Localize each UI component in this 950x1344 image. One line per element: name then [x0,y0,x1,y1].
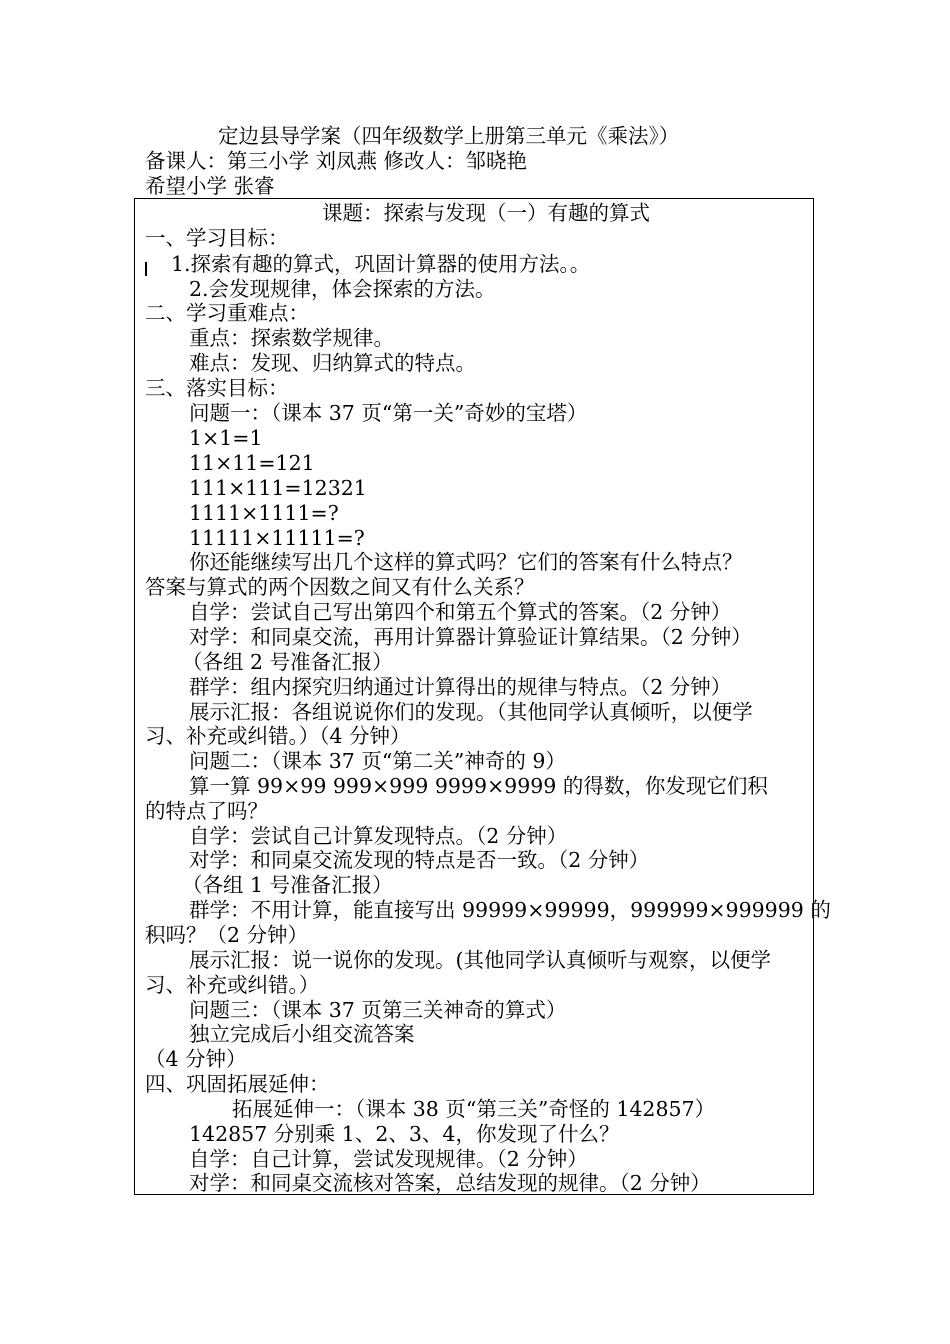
q2-group-study-b: 积吗？（2 分钟） [145,923,309,947]
equation-2: 11×11=121 [189,451,315,475]
equation-1: 1×1=1 [189,426,263,450]
goal-2: 2.会发现规律，体会探索的方法。 [189,277,496,301]
goal-1: 1.探索有趣的算式，巩固计算器的使用方法。。 [171,252,591,276]
authors-line: 备课人：第三小学 刘凤燕 修改人：邹晓艳 [145,149,528,173]
extension1-question: 142857 分别乘 1、2、3、4，你发现了什么？ [189,1122,620,1146]
key-point: 重点：探索数学规律。 [189,326,394,350]
q2-self-study: 自学：尝试自己计算发现特点。（2 分钟） [189,824,568,848]
q2-group-study-a: 群学：不用计算，能直接写出 99999×99999，999999×999999 的 [189,898,831,922]
q2-calc-b: 的特点了吗？ [145,799,268,823]
school-line: 希望小学 张睿 [145,174,275,198]
question1-title: 问题一：（课本 37 页“第一关”奇妙的宝塔） [189,401,588,425]
text-cursor-mark [145,262,147,276]
lesson-topic: 课题：探索与发现（一）有趣的算式 [322,201,650,225]
extension1-title: 拓展延伸一：（课本 38 页“第三关”奇怪的 142857） [232,1097,716,1121]
q2-pair-study: 对学：和同桌交流发现的特点是否一致。（2 分钟） [189,848,650,872]
q3-task: 独立完成后小组交流答案 [189,1022,415,1046]
equation-4: 1111×1111=? [189,501,339,525]
question2-title: 问题二：（课本 37 页“第二关”神奇的 9） [189,749,566,773]
question1-prompt-a: 你还能继续写出几个这样的算式吗？它们的答案有什么特点？ [189,550,743,574]
q1-report-a: 展示汇报：各组说说你们的发现。（其他同学认真倾听，以便学 [189,700,753,724]
q2-report-a: 展示汇报：说一说你的发现。(其他同学认真倾听与观察，以便学 [189,948,771,972]
q1-report-b: 习、补充或纠错。）（4 分钟） [145,724,411,748]
q3-time: （4 分钟） [145,1047,247,1071]
q1-pair-study: 对学：和同桌交流，再用计算器计算验证计算结果。（2 分钟） [189,625,752,649]
document-title: 定边县导学案（四年级数学上册第三单元《乘法》） [218,124,680,148]
ext-self-study: 自学：自己计算，尝试发现规律。（2 分钟） [189,1147,588,1171]
q1-group-study: 群学：组内探究归纳通过计算得出的规律与特点。（2 分钟） [189,675,732,699]
q1-group-prep: （各组 2 号准备汇报） [182,650,393,674]
question1-prompt-b: 答案与算式的两个因数之间又有什么关系？ [145,575,535,599]
q1-self-study: 自学：尝试自己写出第四个和第五个算式的答案。（2 分钟） [189,600,732,624]
q2-report-b: 习、补充或纠错。） [145,973,320,997]
section2-heading: 二、学习重难点： [145,301,309,325]
section4-heading: 四、巩固拓展延伸： [145,1072,330,1096]
difficult-point: 难点：发现、归纳算式的特点。 [189,351,476,375]
q2-group-prep: （各组 1 号准备汇报） [182,873,393,897]
equation-3: 111×111=12321 [189,476,367,500]
question3-title: 问题三：（课本 37 页第三关神奇的算式） [189,998,567,1022]
q2-calc-a: 算一算 99×99 999×999 9999×9999 的得数，你发现它们积 [189,774,768,798]
equation-5: 11111×11111=? [189,526,365,550]
section1-heading: 一、学习目标： [145,226,289,250]
ext-pair-study: 对学：和同桌交流核对答案，总结发现的规律。（2 分钟） [189,1171,711,1195]
section3-heading: 三、落实目标： [145,376,289,400]
